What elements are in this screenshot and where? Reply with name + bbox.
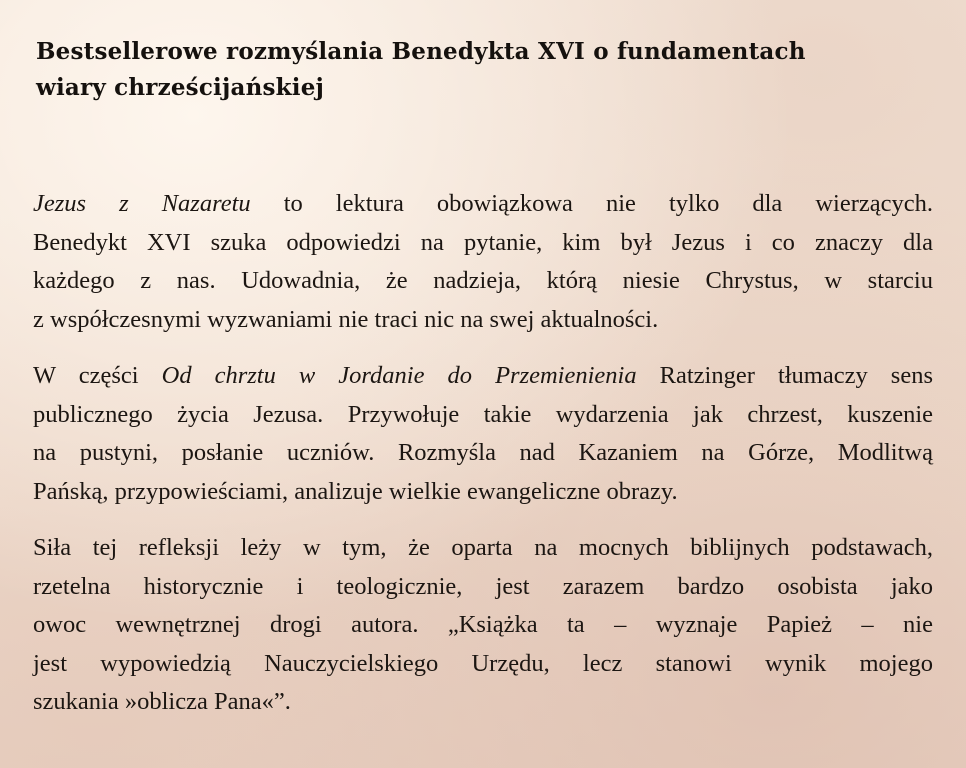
text-span: W części (33, 362, 162, 389)
text-line: jest wypowiedzią Nauczycielskiego Urzędu, lecz stanowi wynik mojego (33, 649, 933, 677)
cover-heading (36, 34, 936, 106)
paragraph-1 (33, 185, 933, 339)
description-body (33, 185, 933, 740)
text-line: szukania »oblicza Pana«”. (33, 688, 291, 715)
section-title-italic: Od chrztu w Jordanie do Przemienienia (161, 362, 637, 389)
text-line: na pustyni, posłanie uczniów. Rozmyśla nad Kazaniem na Górze, Modlitwą (33, 439, 933, 466)
text-line: Benedykt XVI szuka odpowiedzi na pytanie, kim był Jezus i co znaczy dla (33, 228, 933, 256)
book-title-italic: Jezus z Nazaretu (33, 190, 251, 217)
text-line: Siła tej refleksji leży w tym, że oparta na mocnych biblijnych podstawach, (33, 534, 933, 561)
text-line: z współczesnymi wyzwaniami nie traci nic na swej aktualności. (33, 305, 659, 333)
text-line: rzetelna historycznie i teologicznie, jest zarazem bardzo osobista jako (33, 572, 933, 600)
text-line (33, 357, 933, 396)
text-span: to lektura obowiązkowa nie tylko dla wierzących. (250, 190, 933, 217)
heading-line-1: Bestsellerowe rozmyślania Benedykta XVI o fundamentach (36, 38, 806, 65)
text-span: Ratzinger tłumaczy sens (636, 362, 933, 389)
heading-line-2: wiary chrześcijańskiej (36, 74, 325, 101)
text-line: każdego z nas. Udowadnia, że nadzieja, którą niesie Chrystus, w starciu (33, 267, 933, 294)
text-line: owoc wewnętrznej drogi autora. „Książka ta – wyznaje Papież – nie (33, 611, 933, 638)
paragraph-2 (33, 357, 933, 511)
text-line (33, 185, 933, 224)
text-line: Pańską, przypowieściami, analizuje wielkie ewangeliczne obrazy. (33, 477, 678, 505)
paragraph-3 (33, 529, 933, 722)
text-line: publicznego życia Jezusa. Przywołuje takie wydarzenia jak chrzest, kuszenie (33, 400, 933, 428)
